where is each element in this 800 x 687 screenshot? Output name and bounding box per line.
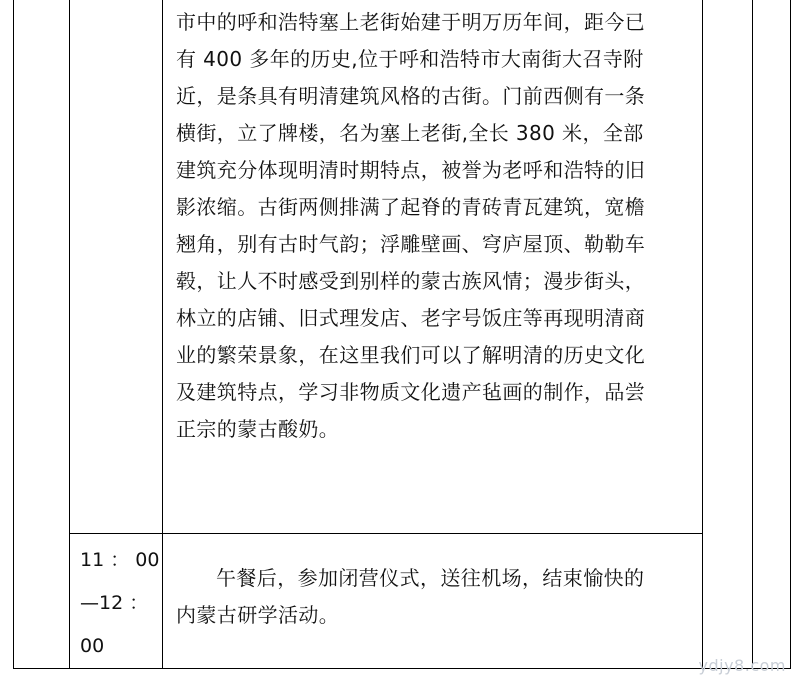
text-line: 建筑充分体现明清时期特点，被誉为老呼和浩特的旧 — [176, 158, 646, 182]
text-line: 毂，让人不时感受到别样的蒙古族风情；漫步街头， — [176, 269, 646, 293]
text-line: 市中的呼和浩特塞上老街始建于明万历年间，距今已 — [176, 10, 646, 34]
watermark: ydjy8.com — [698, 656, 786, 675]
row-separator — [69, 533, 703, 534]
text-line: 翘角，别有古时气韵；浮雕壁画、穹庐屋顶、勒勒车 — [176, 232, 646, 256]
table-divider-2 — [162, 0, 163, 669]
table-divider-4 — [752, 0, 753, 669]
table-divider-1 — [69, 0, 70, 669]
time-line: 11 ： 00 — [80, 549, 160, 571]
row1-description — [176, 4, 700, 448]
table-divider-3 — [702, 0, 703, 669]
text-line: 正宗的蒙古酸奶。 — [176, 417, 340, 441]
text-line: 内蒙古研学活动。 — [176, 603, 340, 627]
text-line: 及建筑特点，学习非物质文化遗产毡画的制作，品尝 — [176, 380, 646, 404]
table-border-bottom — [13, 668, 791, 669]
time-line: 00 — [80, 635, 105, 657]
time-line: —12 ： — [80, 592, 149, 614]
table-border-left — [13, 0, 14, 669]
text-line: 有 400 多年的历史,位于呼和浩特市大南街大召寺附 — [176, 47, 644, 71]
row2-description — [176, 560, 700, 634]
text-line: 业的繁荣景象，在这里我们可以了解明清的历史文化 — [176, 343, 646, 367]
text-line: 横街，立了牌楼，名为塞上老街,全长 380 米，全部 — [176, 121, 644, 145]
row2-time — [80, 539, 160, 668]
text-line: 午餐后，参加闭营仪式，送往机场，结束愉快的 — [216, 566, 645, 590]
text-line: 林立的店铺、旧式理发店、老字号饭庄等再现明清商 — [176, 306, 646, 330]
text-line: 影浓缩。古街两侧排满了起脊的青砖青瓦建筑，宽檐 — [176, 195, 646, 219]
table-border-right — [790, 0, 791, 669]
text-line: 近，是条具有明清建筑风格的古街。门前西侧有一条 — [176, 84, 646, 108]
